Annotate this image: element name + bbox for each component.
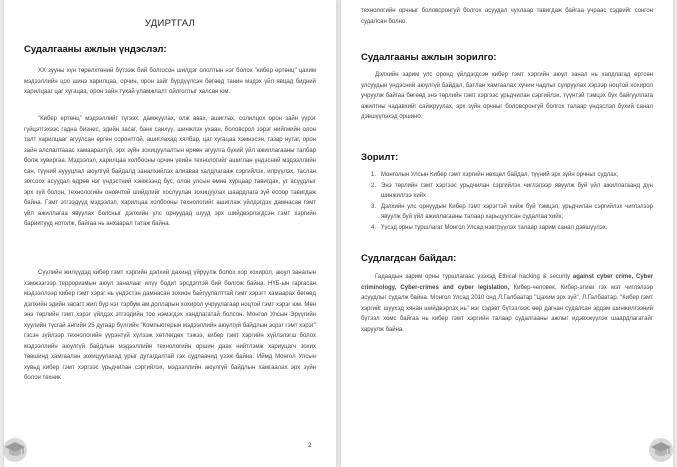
section-heading-studied: Судлагдсан байдал: xyxy=(361,253,457,264)
graduation-cap-icon xyxy=(2,437,28,463)
studied-paragraph: Гадаадын зарим орны туршлагаас үзэхэд Ethical hacking & security against cyber crime, Cyber criminology, Cyber-crimes and cyber legislation, Кибер-человек, Кибер-этики гэх мэт чиглэлээр асуудлыг судалж байна. Монгол Улсад 2010 онд Л.Галбаатар "Цахим эрх зүй", Л.Галбаатар. "Кибер гэмт хэргийг шуухэд хянан шийдвэрлэх нь" нэг сэдэвт бүтээлээс өөр дагнан судалсан эрдэм шинжилгээний бүтээл хомс байгаа нь кибер гэмт хэргийн талаар судалгааны ажлыг идэвхжүүлэх шаардлагатайг харуулж байна. xyxy=(361,274,654,333)
paragraph-3: Сүүлийн жилүүдэд кибер гэмт хэргийн дэлхий дахинд үйрүүлж болох хор хохирол, аюул заналын хэмжээгээр терроризмын аюул заналааг илүү бодит эрсдэлтэй бий болгож байна. НҮБ-ын гаргасан мэдээллээр кибер гэмт хэрэг нь үндэстэн дамнасан зохион байгуулалттай гэмт хэрэгт хамаарах бөгөөд дэлхийн эдийн засагт жил бүр нэг тэрбум ам.долларын хохирол учруулагаар ноцтой гэмт хэрэг юм. Мөн энэ төрлийн гэмт хэрэг үйлдэх этгээдийн тоо нэмэгдэх хандлагатай болсон. Монгол Улсын Эрүүгийн хуулийн түсгай ангийн 25 дугаар бүлгийн "Компьютерын мэдээллийн аюулгүй байдлын эсрэг гэмт хэрэг" гэсэн зүйлээр технологийн үүрэнтүй хүлээж хөтлөгдөх тэжээ, кибер гэмт хэргийн хүйлэлэгш болох мэдээллийн аюулгүй байдлын мэдээллийн технологийн оршин даах нийтлэмж хариуцагч зохих төвшинд хамгаалан зохицуулахад урыг дутагдалтай гэх судлаачид узэж байна. Иймд Монгол Улсын хувьд кибер гэмт хэргээс урьдчилан сэргийлэх, мэдээллийн аюулгүй байдлын хамгаалах эрх зүйн болон техник xyxy=(24,270,316,381)
list-item: 4. Үүсэд орны туршлагаг Монгол Улсад нэвтрүүлэх талаар зарим санал дэвшүүлэх. xyxy=(371,225,608,231)
section-heading-rationale: Судалгааны ажлын үндэслэл: xyxy=(24,44,167,55)
section-heading-tasks: Зорилт: xyxy=(361,152,399,163)
tasks-list xyxy=(371,170,653,234)
paragraph-2: "Кибер ертөнц" мэдээллийг түгээх, дамжуулах, олж авах, ашиглах, солилцох орон зайн үүрэг гүйцэтгэхээс гадна бизнес, эдийн засаг, банк санхүү, шинжлэх ухаан, боловсрол зэрэг нийгмийн олон талт харилцааг агуулсан өргөн соронттой, ашиглахад хялбар, цаг хугацаа хэмнэсэн, газар нутаг, орон зайн алслалтааас хамаарахгүй, эрх зүйн зохицуулалтын өрнөн агуулга бүхий үйл ажиллагааны талбар болж хувиргаа. Мэдээлэл, харилцаа холбооны орчин үеийн технологийг ашиглан үндэсний мэдээллийн сан, түүний нуууцлал аюулгүй байдалд заналхийлэх алиаваа халдлагааж сэргийлэх, илрүүлэх, таслан зогсоох асуудал өдрөө нэг үндэстний хэмжээнд бус, олон улсын өмнө хурцаар тавигдах, уг асуудлыг эрх зүй болон, технологийн оновчтой шийдлийг хослуулан зохицуулах шаардлага зүй ёсоор тавигдаж байна. Гэмт этгээдүүд мэдээлэл, харилцаа холбооны технологийг ашиглаж үйлдэгдэх дамнасан гэмт үйл ажиллагаа явуулах болсныг дэлхийн улс орнуудад шууд эрх шийдвэрлэгдсэн гэмт хэргийн бариитууд нотолж, байгаа нь анхаарал татаж байна. xyxy=(24,116,316,227)
list-item: 1. Монголын Улсын Кибер гэмт хэргийн нөхцөл байдал, түүний эрх зүйн орчныг судлах; xyxy=(371,172,619,178)
list-item: 3. Дэлхийн улс орнуудын Кибер гэмт хэрэгтэй хийж буй тэмцэл, урьдчилан сэргийлэх чиглэлээр явуулж буй үйл ажиллагааны талаар харьцуулсан судалгаа хийх; xyxy=(371,204,653,220)
document-page-left xyxy=(4,0,336,467)
graduation-cap-icon xyxy=(648,437,674,463)
list-item: 2. Энэ төрлийн гэмт хэргээс урьдчилан сэргийлэх чиглэлээр явуулж буй үйл ажиллагаанд дүн шинжилгээ хийх xyxy=(371,183,653,199)
goal-paragraph: Дэлхийн зарим улс оронд үйлдэгдсэн кибер гэмт хэргийн аюул занал нь хапдлагад өртсөн улсуудын үндэсний аюулгүй байдал, батлан хамгаалах хүчин чадлыг сулруулах хэрээр ноцтой хохирол учруулж байгаа бөгөөд энэ төрлийн гэмт хэргээс урьдчилан сэргийлэх, түүнтэй тэмцэх бүх байгууллага ажилтны чадавхийг сайжруулах, эрх зүйн орчныг боловсронгуй болгох талаар үндэслэл бүхий санал дэвшүүлэхэд оршино. xyxy=(361,72,653,120)
section-heading-goal: Судалгааны ажлын зорилго: xyxy=(361,52,497,63)
intro-continuation: технологийн орчныг боловсронгуй болгох асуудал чухлаар тавигдаж байгаа учраас сэдвийг сонгон судалсан болно. xyxy=(361,8,653,25)
page-title: УДИРТГАЛ xyxy=(144,18,196,29)
paragraph-1: XX зууны хүн төрөлхтөний бүтээж бий болгосон шилдэг ололтын нэг болох "кибер ертөнц" цахим мэдээллийн цоо шинэ харилцаа, орчин, орон зайг бүрдүүлсэн бөгөөд танин мэдэх үйл явцад бидний харилцааг цаг хугацаа, орон зайн тухай уламжлалт ойлголтыг халсан юм. xyxy=(24,68,316,95)
studied-bold-topics: against cyber crime, Cyber criminology, Cyber-crimes and cyber legislation, xyxy=(361,274,654,291)
document-page-right xyxy=(341,0,673,467)
page-number: 2 xyxy=(308,442,312,449)
